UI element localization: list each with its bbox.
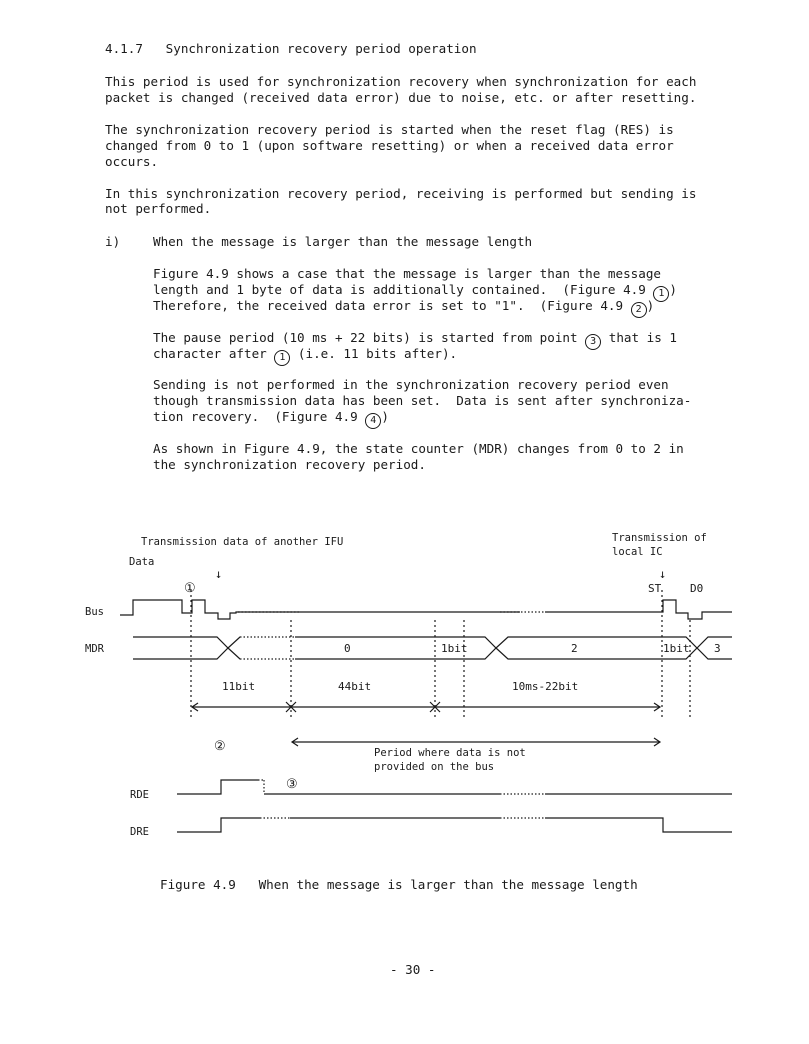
circled-number-4: 4 [365,413,381,429]
mdr-label: MDR [85,643,104,655]
circled-number-3: 3 [585,334,601,350]
state-0: 0 [344,642,351,655]
item-c-line-3 [153,409,389,429]
paragraph-3-line-2: not performed. [105,201,212,216]
marker-3: ③ [286,777,298,792]
marker-2: ② [214,739,226,754]
dre-high-end [545,818,732,832]
marker-1: ① [184,581,196,596]
timing-diagram [0,520,809,880]
d0-label: D0 [690,582,704,595]
state-3: 3 [714,642,721,655]
duration-44bit: 44bit [338,680,372,693]
item-marker: i) [105,234,121,249]
item-c-line-3-text: tion recovery. (Figure 4.9 [153,409,366,424]
mdr-upper [133,637,732,648]
item-c-line-1: Sending is not performed in the synchronization recovery period even [153,377,669,392]
figure-title: When the message is larger than the message length [258,877,638,892]
rde-label: RDE [130,789,149,801]
item-a-line-2-text: length and 1 byte of data is additionally contained. (Figure 4.9 [153,282,654,297]
down-arrow-2: ↓ [659,567,667,581]
paragraph-2-line-1: The synchronization recovery period is started when the reset flag (RES) is [105,122,674,137]
state-2: 2 [571,642,578,655]
period-label-2: provided on the bus [374,761,495,773]
item-b-line-1-end: that is 1 [601,330,678,345]
tx-local-label-2: local IC [612,546,663,558]
section-number: 4.1.7 [105,41,143,56]
section-heading [105,41,477,57]
bus-signal-right [545,600,732,619]
circled-number-1: 1 [653,286,669,302]
section-title: Synchronization recovery period operation [165,41,477,56]
circled-number-2: 2 [631,302,647,318]
item-d-line-2: the synchronization recovery period. [153,457,426,472]
item-b-line-2-end: (i.e. 11 bits after). [290,346,458,361]
paragraph-3-line-1: In this synchronization recovery period, receiving is performed but sending is [105,186,697,201]
bus-label: Bus [85,606,104,618]
down-arrow-1: ↓ [215,567,223,581]
item-a-line-3-text: Therefore, the received data error is set to "1". (Figure 4.9 [153,298,631,313]
bus-signal [120,600,520,619]
item-c-line-3-end: ) [381,409,389,424]
item-a-line-3 [153,298,654,318]
rde-signal [177,780,258,794]
item-b-line-1-text: The pause period (10 ms + 22 bits) is started from point [153,330,586,345]
figure-number: Figure 4.9 [160,877,236,892]
item-d-line-1: As shown in Figure 4.9, the state counter (MDR) changes from 0 to 2 in [153,441,684,456]
paragraph-2-line-3: occurs. [105,154,159,169]
onebit-2: 1bit [663,642,690,655]
page-number: - 30 - [390,962,436,977]
item-a-line-2-end: ) [669,282,678,297]
item-a-line-3-end: ) [646,298,655,313]
paragraph-1-line-2: packet is changed (received data error) due to noise, etc. or after resetting. [105,90,697,105]
paragraph-1-line-1: This period is used for synchronization recovery when synchronization for each [105,74,697,89]
duration-11bit: 11bit [222,680,256,693]
circled-number-1b: 1 [274,350,290,366]
tx-another-label: Transmission data of another IFU [141,536,344,548]
st-label: ST [648,582,662,595]
item-a-line-1: Figure 4.9 shows a case that the message is larger than the message [153,266,661,281]
dre-signal [177,818,260,832]
item-b-line-2 [153,346,457,366]
tx-local-label-1: Transmission of [612,532,707,544]
data-label: Data [129,556,155,568]
item-c-line-2: though transmission data has been set. Data is sent after synchroniza- [153,393,692,408]
item-heading: When the message is larger than the message length [153,234,533,249]
onebit-1: 1bit [441,642,468,655]
period-label-1: Period where data is not [374,747,526,759]
mdr-lower [133,648,732,659]
duration-10ms: 10ms-22bit [512,680,579,693]
figure-caption [160,877,638,893]
dre-label: DRE [130,826,149,838]
item-b-line-2-text: character after [153,346,275,361]
paragraph-2-line-2: changed from 0 to 1 (upon software resetting) or when a received data error [105,138,674,153]
